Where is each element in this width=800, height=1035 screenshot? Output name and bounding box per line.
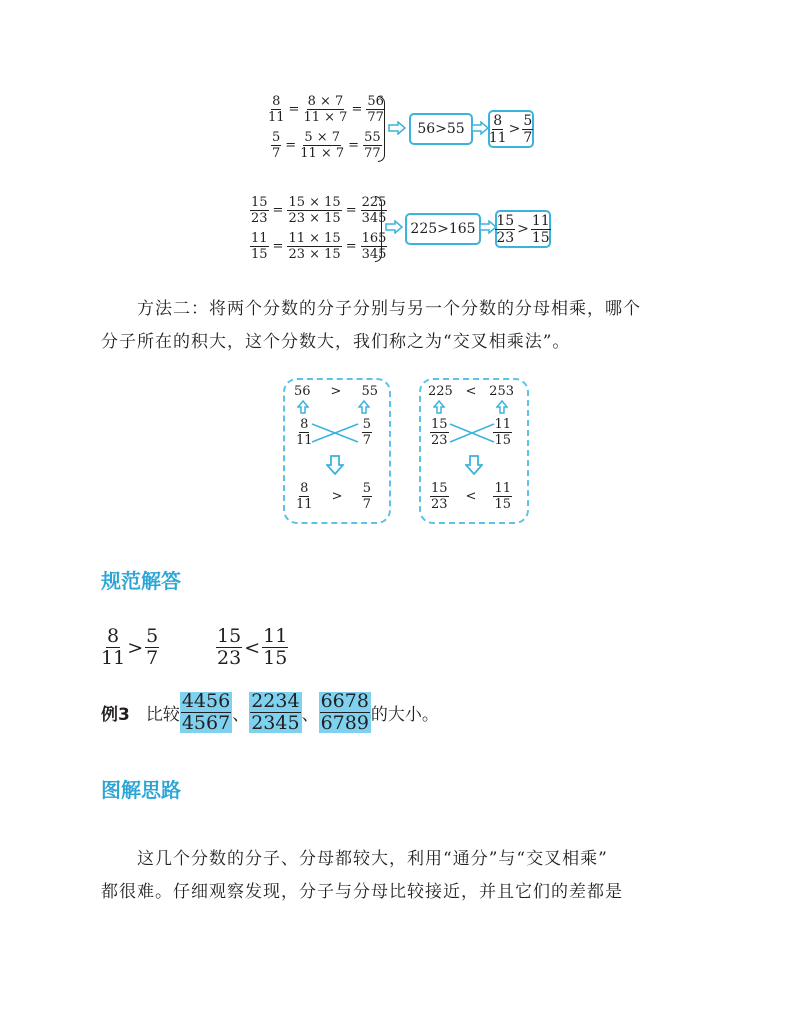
equation-row: $\frac{11}{15}$ = $\frac{11 \times 15}{23 \times 15}$ = $\frac{165}{345}$ — [251, 230, 387, 262]
fraction: $\frac{5}{7}$ — [272, 129, 281, 161]
brace — [378, 96, 385, 162]
equation-row: $\frac{8}{11}$ = $\frac{8 \times 7}{11 \times 7}$ = $\frac{56}{77}$ — [268, 93, 384, 125]
arrow-up-icon — [297, 400, 309, 414]
section-heading: 图解思路 — [101, 778, 181, 802]
cross-result-right: $\frac{15}{23}$ < $\frac{11}{15}$ — [431, 481, 511, 512]
fraction: $\frac{8 \times 7}{11 \times 7}$ — [303, 93, 348, 125]
section-heading: 规范解答 — [101, 569, 181, 593]
highlighted-fraction: $\frac{6678}{6789}$ — [320, 690, 369, 734]
arrow-up-icon — [358, 400, 370, 414]
example-label: 例3 — [101, 705, 130, 725]
cross-lines — [310, 420, 360, 446]
answer-a: $\frac{8}{11}$ > $\frac{5}{7}$ — [101, 625, 159, 669]
compare-box: 56>55 — [409, 113, 473, 145]
highlighted-fraction: $\frac{4456}{4567}$ — [181, 690, 231, 734]
equation-row: $\frac{15}{23}$ = $\frac{15 \times 15}{23 \times 15}$ = $\frac{225}{345}$ — [251, 194, 387, 226]
cross-top-left: 56 > 55 — [294, 384, 378, 399]
brace — [375, 196, 382, 262]
cross-result-left: $\frac{8}{11}$ > $\frac{5}{7}$ — [296, 481, 371, 512]
cross-fractions-right: $\frac{15}{23}$ $\frac{11}{15}$ — [431, 417, 511, 448]
highlighted-fraction: $\frac{2234}{2345}$ — [251, 690, 300, 734]
fraction: $\frac{5 \times 7}{11 \times 7}$ — [300, 129, 345, 161]
example-3: 例3 比较 $\frac{4456}{4567}$ 、 $\frac{2234}{2345}$ 、 $\frac{6678}{6789}$ 的大小。 — [101, 690, 439, 734]
arrow-right-icon — [388, 121, 406, 135]
arrow-up-icon — [433, 400, 445, 414]
method1-block1 — [268, 92, 385, 162]
method2-paragraph: 方法二：将两个分数的分子分别与另一个分数的分母相乘，哪个 分子所在的积大，这个分数大，我们称之为“交叉相乘法”。 — [101, 299, 641, 352]
fraction: $\frac{56}{77}$ — [367, 93, 384, 125]
fraction: $\frac{8}{11}$ — [268, 93, 285, 125]
result-box: $\frac{15}{23}$ > $\frac{11}{15}$ — [495, 210, 551, 248]
equation-row: $\frac{5}{7}$ = $\frac{5 \times 7}{11 \times 7}$ = $\frac{55}{77}$ — [272, 129, 381, 161]
compare-box: 225>165 — [405, 213, 481, 245]
fraction: $\frac{55}{77}$ — [364, 129, 381, 161]
answer-b: $\frac{15}{23}$ < $\frac{11}{15}$ — [217, 625, 288, 669]
arrow-down-icon — [465, 455, 483, 475]
idea-paragraph: 这几个分数的分子、分母都较大，利用“通分”与“交叉相乘” 都很难。仔细观察发现，分子与分母比较接近，并且它们的差都是 — [101, 849, 623, 902]
cross-top-right: 225 < 253 — [428, 384, 514, 399]
cross-lines — [448, 420, 496, 446]
arrow-right-icon — [471, 121, 489, 135]
arrow-up-icon — [496, 400, 508, 414]
arrow-down-icon — [326, 455, 344, 475]
cross-fractions-left: $\frac{8}{11}$ $\frac{5}{7}$ — [296, 417, 371, 448]
result-box: $\frac{8}{11}$ > $\frac{5}{7}$ — [488, 110, 534, 148]
arrow-right-icon — [385, 220, 403, 234]
method1-block2 — [250, 193, 387, 263]
